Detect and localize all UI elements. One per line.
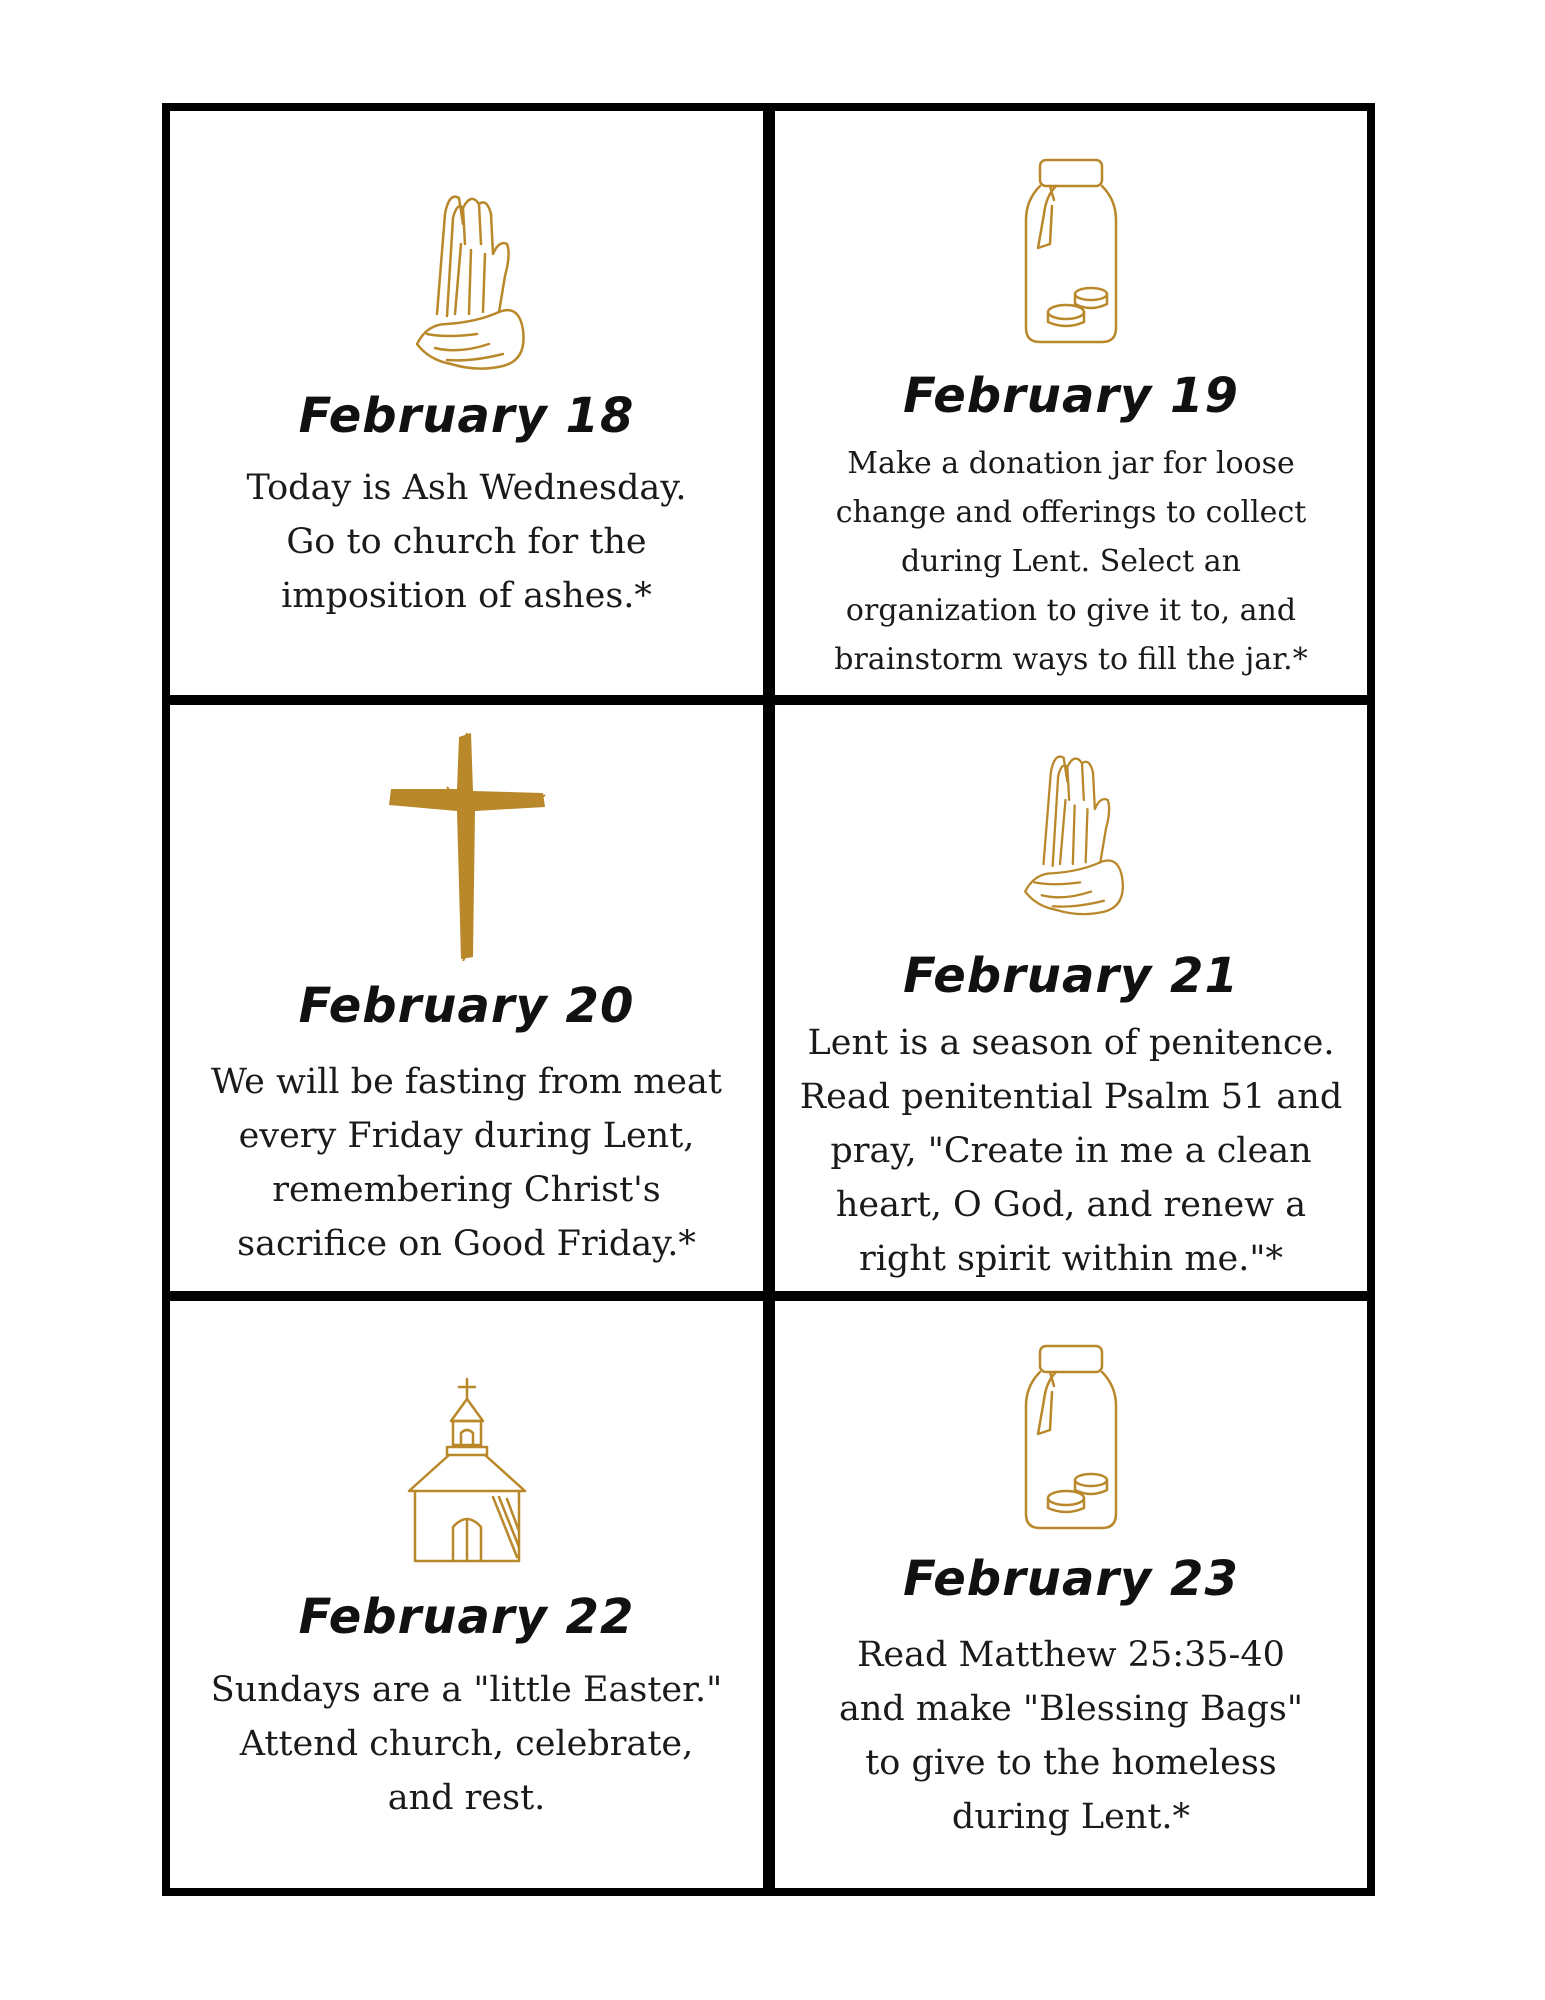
description-line: and make "Blessing Bags" [838,1689,1303,1729]
description-line: Make a donation jar for loose [847,446,1295,481]
description-line: Sundays are a "little Easter." [210,1670,723,1710]
description-line: Today is Ash Wednesday. [246,468,687,508]
card-feb21 [775,705,1367,1291]
grid-divider-horizontal-2 [170,1291,1367,1301]
card-title: February 22 [298,1589,635,1645]
description-line: heart, O God, and renew a [835,1185,1307,1225]
description-line: to give to the homeless [865,1743,1277,1783]
description-line: pray, "Create in me a clean [830,1131,1312,1171]
cross-icon [387,731,547,965]
description-line: brainstorm ways to fill the jar.* [834,642,1308,677]
description-line: Lent is a season of penitence. [807,1023,1335,1063]
donation-jar-icon [1016,156,1126,350]
description-line: during Lent. Select an [901,544,1241,579]
description-line: right spirit within me."* [859,1239,1283,1279]
praying-hands-icon [1016,742,1126,926]
card-feb23 [775,1301,1367,1896]
card-title: February 23 [903,1551,1239,1607]
card-description [775,1628,1367,1844]
praying-hands-icon [407,184,527,378]
description-line: imposition of ashes.* [281,576,652,616]
description-line: We will be fasting from meat [211,1062,722,1102]
card-description [170,1055,763,1271]
card-feb19 [775,111,1367,695]
card-feb20 [170,705,763,1291]
card-feb22 [170,1301,763,1896]
description-line: Read penitential Psalm 51 and [799,1077,1343,1117]
donation-jar-icon [1016,1342,1126,1536]
description-line: Attend church, celebrate, [239,1724,694,1764]
card-description [775,439,1367,684]
card-title: February 19 [903,368,1239,424]
card-description [775,1016,1367,1286]
description-line: change and offerings to collect [835,495,1307,530]
description-line: remembering Christ's [272,1170,661,1210]
description-line: every Friday during Lent, [238,1116,695,1156]
card-description [170,461,763,623]
grid-divider-vertical [763,111,775,1888]
card-description [170,1663,763,1825]
card-title: February 20 [298,978,635,1034]
description-line: and rest. [387,1778,546,1818]
description-line: Read Matthew 25:35-40 [857,1635,1285,1675]
calendar-grid [162,103,1375,1896]
church-icon [407,1377,527,1571]
card-title: February 21 [903,948,1239,1004]
card-title: February 18 [298,388,635,444]
description-line: Go to church for the [286,522,647,562]
description-line: sacrifice on Good Friday.* [237,1224,696,1264]
grid-divider-horizontal-1 [170,695,1367,705]
card-feb18 [170,111,763,695]
description-line: organization to give it to, and [845,593,1297,628]
description-line: during Lent.* [951,1797,1191,1837]
